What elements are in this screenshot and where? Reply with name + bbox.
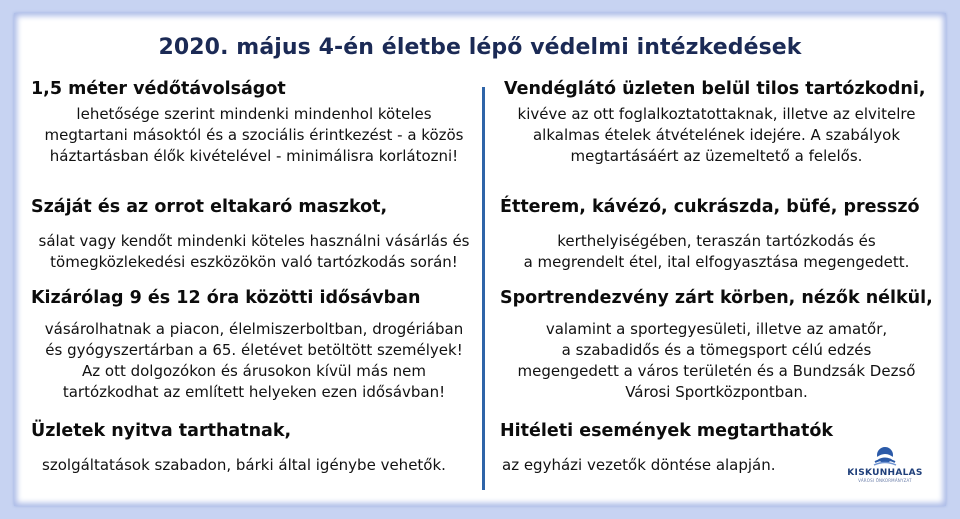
left-section-4-heading: Üzletek nyitva tarthatnak,	[31, 421, 292, 441]
logo-subtitle: VÁROSI ÖNKORMÁNYZAT	[858, 478, 912, 483]
left-section-2-text	[34, 231, 474, 273]
text-line: megtartásáért az üzemeltető a felelős.	[570, 147, 863, 165]
text-line: tartózkodhat az említett helyeken ezen idősávban!	[62, 383, 446, 401]
right-section-2-heading: Étterem, kávézó, cukrászda, büfé, presszó	[500, 197, 920, 217]
right-section-4-heading: Hitéleti események megtarthatók	[500, 421, 834, 441]
left-section-1-text	[34, 104, 474, 167]
logo-name: KISKUNHALAS	[847, 468, 923, 478]
right-section-3-text	[494, 319, 939, 403]
text-line: megtartani másoktól és a szociális érintkezést - a közös	[44, 126, 464, 144]
text-line: az egyházi vezetők döntése alapján.	[502, 456, 776, 474]
kiskunhalas-logo	[840, 445, 930, 493]
text-line: és gyógyszertárban a 65. életévet betöltött személyek!	[45, 341, 463, 359]
page-title: 2020. május 4-én életbe lépő védelmi intézkedések	[158, 35, 802, 60]
text-line: valamint a sportegyesületi, illetve az amatőr,	[545, 320, 888, 338]
left-section-4-text	[24, 455, 464, 476]
right-section-1-heading: Vendéglátó üzleten belül tilos tartózkodni,	[504, 79, 926, 99]
text-line: Az ott dolgozókon és árusokon kívül más nem	[81, 362, 426, 380]
text-line: kivéve az ott foglalkoztatottaknak, illetve az elvitelre	[517, 105, 916, 123]
text-line: háztartásban élők kivételével - minimálisra korlátozni!	[49, 147, 459, 165]
text-line: megengedett a város területén és a Bundzsák Dezső	[517, 362, 916, 380]
text-line: Városi Sportközpontban.	[625, 383, 808, 401]
left-section-1-heading: 1,5 méter védőtávolságot	[31, 79, 286, 99]
notice-panel	[14, 13, 946, 506]
right-section-2-text	[494, 231, 939, 273]
text-line: a megrendelt étel, ital elfogyasztása megengedett.	[523, 253, 910, 271]
right-section-4-text	[502, 455, 776, 476]
right-section-3-heading: Sportrendezvény zárt körben, nézők nélkül,	[500, 288, 933, 308]
text-line: alkalmas ételek átvételének idejére. A szabályok	[532, 126, 901, 144]
left-section-3-text	[34, 319, 474, 403]
text-line: tömegközlekedési eszközökön való tartózkodás során!	[50, 253, 458, 271]
left-section-3-heading: Kizárólag 9 és 12 óra közötti idősávban	[31, 288, 421, 308]
text-line: lehetősége szerint mindenki mindenhol köteles	[76, 105, 432, 123]
text-line: a szabadidős és a tömegsport célú edzés	[561, 341, 872, 359]
text-line: vásárolhatnak a piacon, élelmiszerboltban, drogériában	[44, 320, 464, 338]
text-line: sálat vagy kendőt mindenki köteles használni vásárlás és	[38, 232, 470, 250]
text-line: szolgáltatások szabadon, bárki által igénybe vehetők.	[42, 456, 446, 474]
text-line: kerthelyiségében, teraszán tartózkodás és	[557, 232, 876, 250]
left-section-2-heading: Száját és az orrot eltakaró maszkot,	[31, 197, 388, 217]
right-section-1-text	[494, 104, 939, 167]
town-emblem-icon	[871, 445, 899, 467]
column-divider	[482, 87, 485, 490]
